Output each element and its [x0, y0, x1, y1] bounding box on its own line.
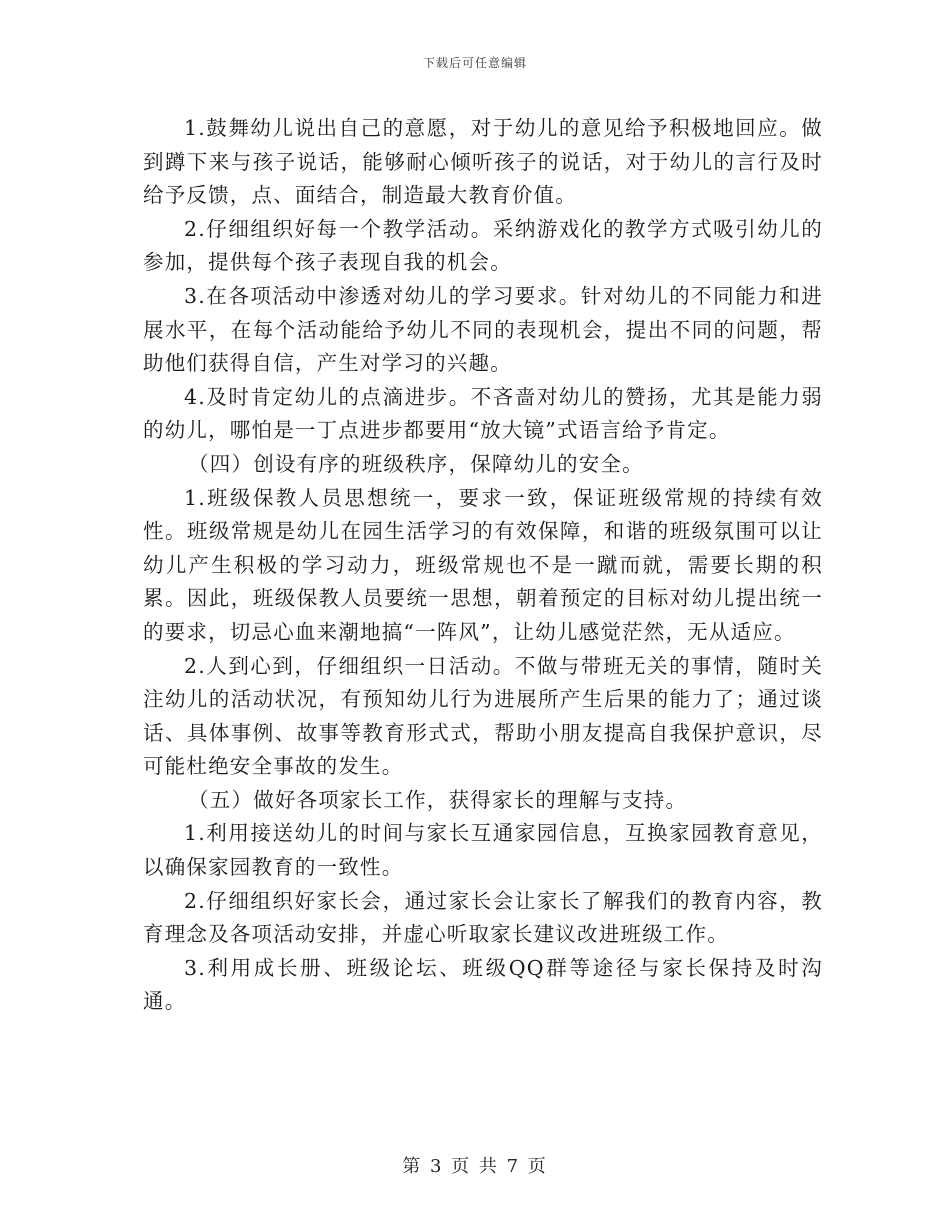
paragraph-2: 2.仔细组织好每一个教学活动。采纳游戏化的教学方式吸引幼儿的参加，提供每个孩子表现自我的机会。: [143, 216, 823, 275]
section-heading-5: （五）做好各项家长工作，获得家长的理解与支持。: [188, 787, 688, 812]
page-footer: 第 3 页 共 7 页: [402, 1156, 548, 1177]
paragraph-5: 1.班级保教人员思想统一，要求一致，保证班级常规的持续有效性。班级常规是幼儿在园生活学习的有效保障，和谐的班级氛围可以让幼儿产生积极的学习动力，班级常规也不是一蹴而就，需要长期的积累。因此，班级保教人员要统一思想，朝着预定的目标对幼儿提出统一的要求，切忌心血来潮地搞“一阵风”，让幼儿感觉茫然，无从适应。: [143, 485, 823, 644]
paragraph-8: 2.仔细组织好家长会，通过家长会让家长了解我们的教育内容，教育理念及各项活动安排，并虚心听取家长建议改进班级工作。: [143, 888, 823, 947]
paragraph-6: 2.人到心到，仔细组织一日活动。不做与带班无关的事情，随时关注幼儿的活动状况，有预知幼儿行为进展所产生后果的能力了；通过谈话、具体事例、故事等教育形式式，帮助小朋友提高自我保护意识，尽可能杜绝安全事故的发生。: [143, 653, 823, 779]
section-heading-4: （四）创设有序的班级秩序，保障幼儿的安全。: [188, 451, 644, 476]
paragraph-9: 3.利用成长册、班级论坛、班级QQ群等途径与家长保持及时沟通。: [143, 955, 823, 1014]
paragraph-3: 3.在各项活动中渗透对幼儿的学习要求。针对幼儿的不同能力和进展水平，在每个活动能给予幼儿不同的表现机会，提出不同的问题，帮助他们获得自信，产生对学习的兴趣。: [143, 283, 823, 376]
document-body: [143, 112, 823, 1019]
page-header: 下载后可任意编辑: [422, 56, 527, 70]
paragraph-7: 1.利用接送幼儿的时间与家长互通家园信息，互换家园教育意见，以确保家园教育的一致性。: [143, 821, 823, 880]
paragraph-1: 1.鼓舞幼儿说出自己的意愿，对于幼儿的意见给予积极地回应。做到蹲下来与孩子说话，能够耐心倾听孩子的说话，对于幼儿的言行及时给予反馈，点、面结合，制造最大教育价值。: [143, 116, 823, 208]
paragraph-4: 4.及时肯定幼儿的点滴进步。不吝啬对幼儿的赞扬，尤其是能力弱的幼儿，哪怕是一丁点进步都要用“放大镜”式语言给予肯定。: [143, 384, 823, 443]
